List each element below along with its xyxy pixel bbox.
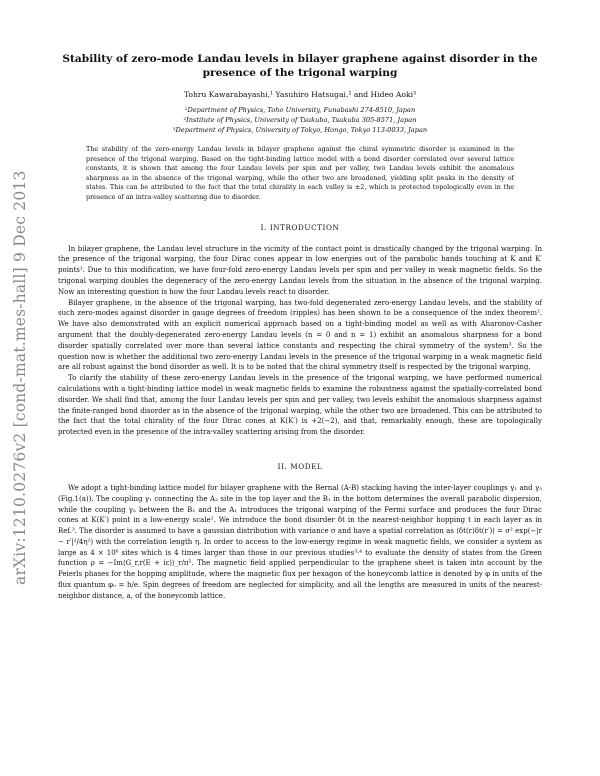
- title-line-2: presence of the trigonal warping: [202, 67, 398, 79]
- section-heading-model: II. MODEL: [277, 461, 323, 471]
- intro-paragraph-2: Bilayer graphene, in the absence of the trigonal warping, has two-fold degenerated zero-energy Landau levels, and the stability of such zero-modes against disorder in gauge degrees of freedom (ripples) has been shown to be a consequence of the index theorem². We have also demonstrated with an explicit numerical approach based on a tight-binding model as well as with Aharonov-Casher argument that the doubly-degenerated zero-energy Landau levels (n = 0 and n = 1) exhibit an anomalous sharpness for a bond disorder spatially correlated over more than several lattice constants and respecting the chiral symmetry of the system³. So the question now is whether the additional two zero-energy Landau levels in the presence of the trigonal warping in a weak magnetic field are all robust against the bond disorder as well. It is to be noted that the chiral symmetry itself is respected by the trigonal warping.: [58, 298, 542, 372]
- affiliation-2: ²Institute of Physics, University of Tsukuba, Tsukuba 305-8571, Japan: [183, 116, 417, 124]
- intro-paragraph-3: To clarify the stability of these zero-energy Landau levels in the presence of the trigonal warping, we have performed numerical calculations with a tight-binding lattice model in weak magnetic fields to examine the robustness against the spatially-correlated bond disorder. We shall find that, among the four Landau levels per spin and per valley, two levels exhibit the anomalous sharpness against the finite-ranged bond disorder as in the absence of the trigonal warping, while the other two are broadened. This can be attributed to the fact that the total chirality of the four Dirac cones at K(K′) is +2(−2), and that, remarkably enough, these are topologically protected even in the presence of the intra-valley scattering arising from the disorder.: [58, 374, 542, 437]
- affiliations: [58, 105, 542, 135]
- affiliation-1: ¹Department of Physics, Toho University, Funabashi 274-8510, Japan: [184, 106, 416, 114]
- authors: Tohru Kawarabayashi,¹ Yasuhiro Hatsugai,² and Hideo Aoki³: [183, 90, 417, 99]
- arxiv-stamp: arXiv:1210.0276v2 [cond-mat.mes-hall] 9 Dec 2013: [11, 170, 29, 585]
- paper-page: [58, 52, 542, 602]
- model-paragraph-1: We adopt a tight-binding lattice model for bilayer graphene with the Bernal (A-B) stacking having the inter-layer couplings γ₁ and γ₃ (Fig.1(a)). The coupling γ₁ connecting the A₂ site in the top layer and the B₁ in the bottom determines the overall parabolic dispersion, while the coupling γ₃ between the B₂ and the A₁ introduces the trigonal warping of the Fermi surface and produces the four Dirac cones at K(K′) point in a low-energy scale¹. We introduce the bond disorder δt in the nearest-neighbor hopping t in each layer as in Ref.³. The disorder is assumed to have a gaussian distribution with variance σ and have a spatial correlation as ⟨δt(r)δt(r′)⟩ = σ² exp(−|r − r′|²/4η²) with the correlation length η. In order to access to the low-energy regime in weak magnetic fields, we consider a system as large as 4 × 10⁶ sites which is 4 times larger than those in our previous studies³·⁴ to evaluate the density of states from the Green function ρ = −Im⟨G_r,r(E + iε)⟩_r/π⁵. The magnetic field applied perpendicular to the graphene sheet is taken into account by the Peierls phases for the hopping amplitude, where the magnetic flux per hexagon of the honeycomb lattice is denoted by φ in units of the flux quantum φ₀ = h/e. Spin degrees of freedom are neglected for simplicity, and all the lengths are measured in units of the nearest-neighbor distance, a, of the honeycomb lattice.: [58, 483, 542, 600]
- abstract: The stability of the zero-energy Landau levels in bilayer graphene against the chiral symmetric disorder is examined in the presence of the trigonal warping. Based on the tight-binding lattice model with a bond disorder correlated over several lattice constants, it is shown that among the four Landau levels per spin and per valley, two Landau levels exhibit the anomalous sharpness as in the absence of the trigonal warping, while the other two are broadened, yielding split peaks in the density of states. This can be attributed to the fact that the total chirality in each valley is ±2, which is protected topologically even in the presence of an intra-valley scattering due to disorder.: [86, 145, 514, 201]
- affiliation-3: ³Department of Physics, University of Tokyo, Hongo, Tokyo 113-0033, Japan: [172, 126, 428, 134]
- paper-title: [58, 52, 542, 80]
- title-line-1: Stability of zero-mode Landau levels in bilayer graphene against disorder in the: [62, 53, 538, 65]
- intro-paragraph-1: In bilayer graphene, the Landau level structure in the vicinity of the contact point is drastically changed by the trigonal warping. In the presence of the trigonal warping, the four Dirac cones appear in low energies out of the parabolic bands touching at K and K′ points¹. Due to this modification, we have four-fold zero-energy Landau levels per spin and per valley in weak magnetic fields. So the trigonal warping doubles the degeneracy of the zero-energy Landau levels from the situation in the absence of the trigonal warping. Now an interesting question is how the four Landau levels react to disorder.: [58, 244, 542, 296]
- section-heading-introduction: I. INTRODUCTION: [260, 222, 340, 232]
